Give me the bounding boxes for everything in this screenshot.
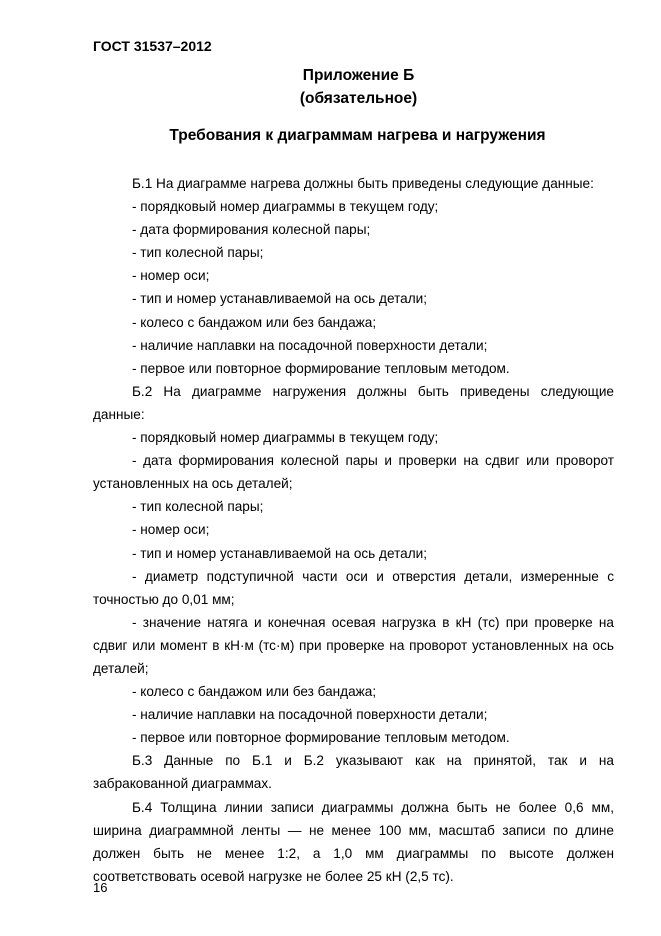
list-item: - наличие наплавки на посадочной поверхности детали;	[132, 337, 488, 353]
list-item: - первое или повторное формирование тепловым методом.	[132, 730, 510, 746]
list-item: - первое или повторное формирование тепловым методом.	[132, 360, 510, 376]
list-item: - тип и номер устанавливаемой на ось детали;	[132, 545, 428, 561]
paragraph-b2: Б.2 На диаграмме нагружения должны быть приведены следующие данные:	[93, 383, 614, 422]
list-item: - порядковый номер диаграммы в текущем году;	[132, 199, 439, 215]
list-item: - порядковый номер диаграммы в текущем году;	[132, 430, 439, 446]
list-item: - диаметр подступичной части оси и отверстия детали, измеренные с точностью до 0,01 мм;	[93, 568, 614, 607]
appendix-label: Приложение Б	[302, 67, 415, 84]
appendix-heading	[0, 64, 661, 110]
appendix-status: (обязательное)	[299, 90, 418, 107]
list-item: - значение натяга и конечная осевая нагрузка в кН (тс) при проверке на сдвиг или момент в кН·м (тс·м) при проверке на проворот установленных на ось деталей;	[93, 614, 614, 676]
list-item: - тип и номер устанавливаемой на ось детали;	[132, 291, 428, 307]
paragraph-b1: Б.1 На диаграмме нагрева должны быть приведены следующие данные:	[132, 176, 594, 191]
list-item: - тип колесной пары;	[132, 499, 264, 515]
document-id: ГОСТ 31537–2012	[93, 38, 212, 54]
list-item: - колесо с бандажом или без бандажа;	[132, 314, 377, 330]
paragraph-b3: Б.3 Данные по Б.1 и Б.2 указывают как на принятой, так и на забракованной диаграммах.	[93, 753, 614, 792]
list-item: - дата формирования колесной пары;	[132, 222, 371, 238]
list-item: - номер оси;	[132, 268, 210, 284]
list-item: - номер оси;	[132, 522, 210, 538]
list-item: - наличие наплавки на посадочной поверхности детали;	[132, 707, 488, 723]
list-item: - дата формирования колесной пары и проверки на сдвиг или проворот установленных на ось деталей;	[93, 453, 614, 492]
list-item: - тип колесной пары;	[132, 245, 264, 261]
appendix-title: Требования к диаграммам нагрева и нагружения	[169, 127, 546, 144]
document-body	[93, 172, 614, 888]
paragraph-b4: Б.4 Толщина линии записи диаграммы должна быть не более 0,6 мм, ширина диаграммной ленты — не менее 100 мм, масштаб записи по длине должен быть не менее 1:2, а 1,0 мм диаграммы по высоте должен соответствовать осевой нагрузке не более 25 кН (2,5 тс).	[93, 799, 614, 884]
list-item: - колесо с бандажом или без бандажа;	[132, 684, 377, 700]
page-number: 16	[93, 880, 108, 895]
